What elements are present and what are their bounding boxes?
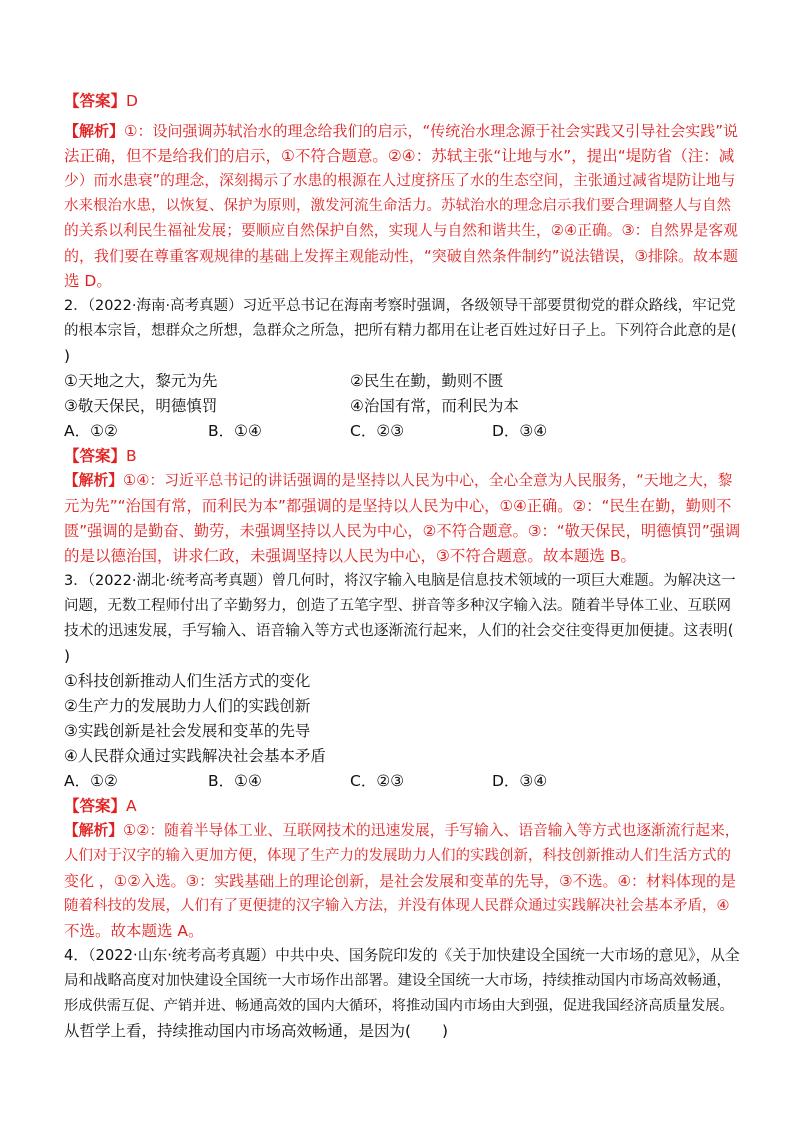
q2-analysis-line [64, 470, 740, 492]
answer-tag: 【答案】 [64, 447, 127, 465]
option-b: B．①④ [208, 772, 262, 790]
q3-analysis-line: 变化 ，①②入选。③：实践基础上的理论创新，是社会发展和变革的先导，③不选。④：材料体现的是 [64, 872, 737, 890]
q1-analysis-line [64, 120, 740, 142]
analysis-text: ①④：习近平总书记的讲话强调的是坚持以人民为中心，全心全意为人民服务，“天地之大，黎 [123, 472, 733, 489]
q1-analysis-line: 少）而水患衰”的理念，深刻揭示了水患的根源在人过度挤压了水的生态空间，主张通过减省堤防让地与 [64, 172, 736, 189]
statement: ③敬天保民，明德慎罚 [64, 397, 218, 415]
analysis-tag: 【解析】 [64, 822, 123, 839]
q4-stem-line: 形成供需互促、产销并进、畅通高效的国内大循环，将推动国内市场由大到强，促进我国经济高质量发展。 [64, 998, 734, 1014]
answer-value: D [126, 92, 138, 110]
q3-analysis-line: 人们对于汉字的输入更加方便，体现了生产力的发展助力人们的实践创新，科技创新推动人们生活方式的 [64, 848, 731, 864]
q2-stem-line: 的根本宗旨，想群众之所想，急群众之所急，把所有精力都用在让老百姓过好日子上。下列符合此意的是( [64, 323, 737, 339]
q2-stem-line: ) [64, 347, 71, 365]
statement: ④治国有常，而利民为本 [350, 397, 519, 415]
analysis-tag: 【解析】 [64, 472, 123, 489]
q3-answer [64, 795, 740, 817]
answer-tag: 【答案】 [64, 92, 127, 110]
q3-statement: ④人民群众通过实践解决社会基本矛盾 [64, 747, 326, 765]
q4-stem-line: 局和战略高度对加快建设全国统一大市场作出部署。建设全国统一大市场，持续推动国内市场高效畅通， [64, 973, 731, 989]
answer-value: B [126, 447, 137, 465]
answer-tag: 【答案】 [64, 797, 127, 815]
q2-analysis-line: 匮”强调的是勤奋、勤劳，未强调坚持以人民为中心，②不符合题意。③：“敬天保民，明德慎罚”强调 [64, 522, 740, 540]
analysis-text: ①：设问强调苏轼治水的理念给我们的启示，“传统治水理念源于社会实践又引导社会实践”说 [124, 122, 739, 140]
q3-stem-line: 技术的迅速发展，手写输入、语音输入等方式也逐渐流行起来，人们的社会交往变得更加便捷。这表明( [64, 622, 734, 639]
option-c: C．②③ [350, 422, 405, 440]
q3-stem-line: ) [64, 647, 71, 665]
q1-analysis-line: 的，我们要在尊重客观规律的基础上发挥主观能动性，“突破自然条件制约”说法错误，③排除。故本题 [64, 247, 738, 265]
analysis-tag: 【解析】 [64, 122, 125, 140]
q1-analysis-line: 水来根治水患，以恢复、保护为原则，激发河流生命活力。苏轼治水的理念启示我们要合理调整人与自然 [64, 198, 731, 214]
option-d: D．③④ [492, 772, 548, 790]
answer-value: A [126, 797, 137, 815]
q3-statement: ①科技创新推动人们生活方式的变化 [64, 672, 311, 690]
q2-analysis-line: 元为先”“治国有常，而利民为本”都强调的是坚持以人民为中心，①④正确。②：“民生在勤，勤则不 [64, 497, 732, 515]
q3-analysis-line: 随着科技的发展，人们有了更便捷的汉字输入方法，并没有体现人民群众通过实践解决社会基本矛盾，④ [64, 898, 730, 914]
q1-analysis-line: 的关系以利民生福祉发展；要顺应自然保护自然，实现人与自然和谐共生，②④正确。③：自然界是客观 [64, 222, 738, 239]
q4-stem-line: 4．（2022·山东·统考高考真题）中共中央、国务院印发的《关于加快建设全国统一大市场的意见》，从全 [64, 947, 740, 964]
option-a: A．①② [64, 772, 118, 790]
q3-statement: ②生产力的发展助力人们的实践创新 [64, 697, 311, 715]
q2-answer [64, 445, 740, 467]
q4-stem-line: 从哲学上看，持续推动国内市场高效畅通，是因为( ) [64, 1022, 449, 1040]
q3-options-row [64, 770, 740, 792]
option-b: B．①④ [208, 422, 262, 440]
q2-options-row [64, 420, 740, 442]
statement: ②民生在勤，勤则不匮 [350, 372, 504, 390]
analysis-text: ①②：随着半导体工业、互联网技术的迅速发展，手写输入、语音输入等方式也逐渐流行起来， [123, 822, 740, 839]
option-c: C．②③ [350, 772, 405, 790]
q3-analysis-line [64, 820, 740, 842]
q3-stem-line: 问题，无数工程师付出了辛勤努力，创造了五笔字型、拼音等多种汉字输入法。随着半导体工业、互联网 [64, 598, 731, 614]
q3-stem-line: 3．（2022·湖北·统考高考真题）曾几何时，将汉字输入电脑是信息技术领域的一项巨大难题。为解决这一 [64, 573, 736, 589]
q3-analysis-line: 不选。故本题选 A。 [64, 922, 204, 940]
q2-statement-row [64, 395, 740, 417]
q2-analysis-line: 的是以德治国，讲求仁政，未强调坚持以人民为中心，③不符合题意。故本题选 B。 [64, 547, 636, 565]
statement: ①天地之大，黎元为先 [64, 372, 218, 390]
option-d: D．③④ [492, 422, 548, 440]
q3-statement: ③实践创新是社会发展和变革的先导 [64, 722, 311, 740]
option-a: A．①② [64, 422, 118, 440]
q2-statement-row [64, 370, 740, 392]
q2-stem-line: 2．（2022·海南·高考真题）习近平总书记在海南考察时强调，各级领导干部要贯彻党的群众路线，牢记党 [64, 298, 736, 314]
q1-analysis-line: 选 D。 [64, 272, 112, 290]
q1-analysis-line: 法正确，但不是给我们的启示，①不符合题意。②④：苏轼主张“让地与水”，提出“堤防省（注：减 [64, 147, 735, 165]
q1-answer [64, 90, 740, 112]
